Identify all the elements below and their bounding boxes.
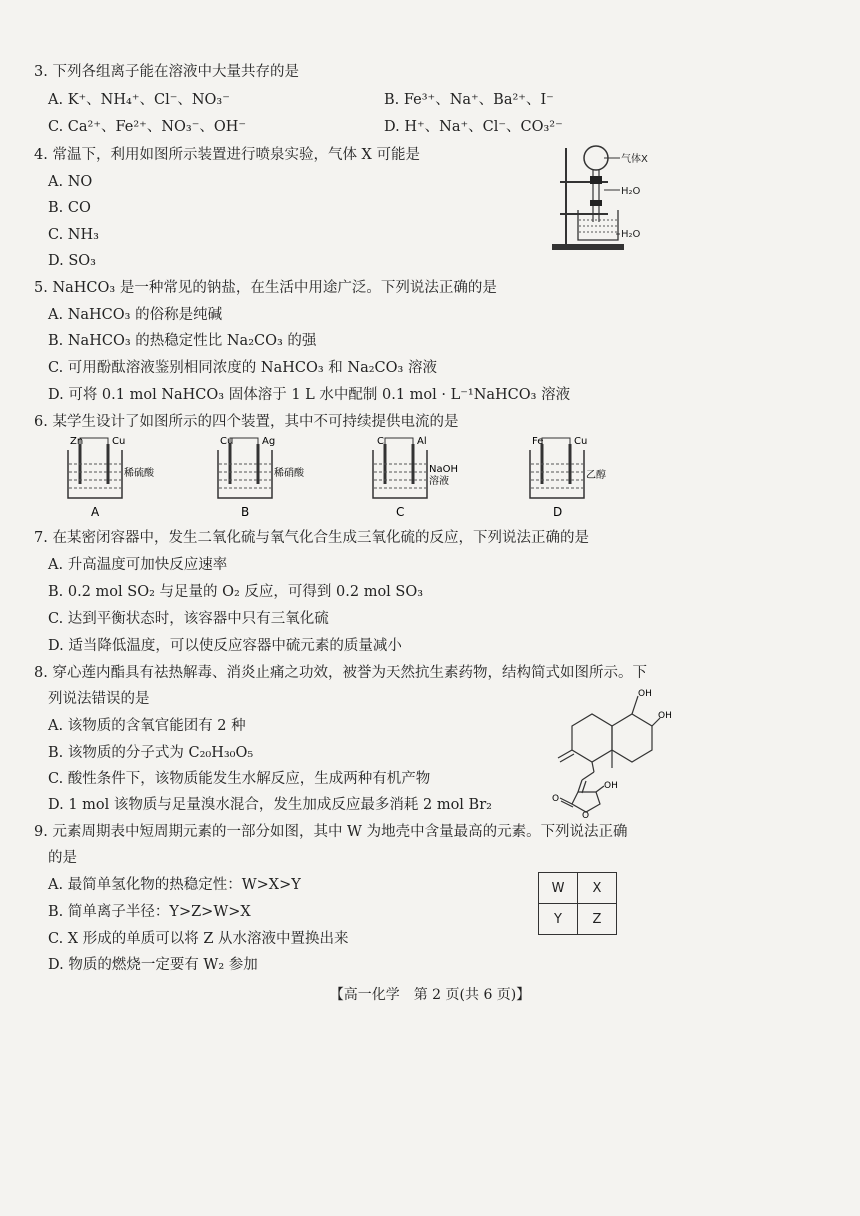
- q7-stem: 7. 在某密闭容器中，发生二氧化硫与氧气化合生成三氧化硫的反应，下列说法正确的是: [34, 530, 589, 546]
- gas-x-label: 气体X: [621, 154, 648, 165]
- cell-a: [68, 436, 155, 519]
- q3-option-c: C. Ca²⁺、Fe²⁺、NO₃⁻、OH⁻: [48, 119, 247, 135]
- q8-option-b: B. 该物质的分子式为 C₂₀H₃₀O₅: [48, 745, 254, 761]
- cell-a-label: A: [91, 505, 100, 519]
- cell-c-solution-line2: 溶液: [429, 476, 449, 487]
- q6-stem: 6. 某学生设计了如图所示的四个装置，其中不可持续提供电流的是: [34, 414, 459, 430]
- carbonyl-o-label: O: [552, 794, 560, 804]
- cell-c-left-electrode: C: [377, 436, 384, 447]
- cell-b: [218, 436, 305, 519]
- cell-c-label: C: [396, 505, 405, 519]
- q3-stem: 3. 下列各组离子能在溶液中大量共存的是: [34, 64, 299, 80]
- q9-stem-line2: 的是: [48, 850, 77, 866]
- cell-d-left-electrode: Fe: [532, 436, 544, 447]
- q7-option-a: A. 升高温度可加快反应速率: [48, 557, 228, 573]
- water-label-dropper: H₂O: [621, 186, 641, 197]
- q9-option-d: D. 物质的燃烧一定要有 W₂ 参加: [48, 957, 258, 973]
- q3-option-b: B. Fe³⁺、Na⁺、Ba²⁺、I⁻: [384, 92, 554, 108]
- cell-d-label: D: [553, 505, 563, 519]
- q3-option-d: D. H⁺、Na⁺、Cl⁻、CO₃²⁻: [384, 119, 563, 135]
- q9-option-c: C. X 形成的单质可以将 Z 从水溶液中置换出来: [48, 931, 349, 947]
- cell-a-left-electrode: Zn: [70, 436, 84, 447]
- q8-stem-line1: 8. 穿心莲内酯具有祛热解毒、消炎止痛之功效，被誉为天然抗生素药物，结构简式如图所示。下: [34, 665, 647, 681]
- element-z: Z: [578, 904, 617, 935]
- galvanic-cells-figure: [60, 436, 660, 528]
- cell-d-solution: 乙醇: [586, 470, 606, 481]
- element-x: X: [578, 873, 617, 904]
- q4-option-a: A. NO: [48, 174, 93, 190]
- q7-option-d: D. 适当降低温度，可以使反应容器中硫元素的质量减小: [48, 638, 402, 654]
- cell-d-right-electrode: Cu: [574, 436, 588, 447]
- q9-option-a: A. 最简单氢化物的热稳定性：W>X>Y: [48, 877, 301, 893]
- q8-stem-line2: 列说法错误的是: [48, 691, 150, 707]
- cell-c-right-electrode: Al: [417, 436, 427, 447]
- cell-a-right-electrode: Cu: [112, 436, 126, 447]
- q4-option-d: D. SO₃: [48, 253, 96, 269]
- q5-option-c: C. 可用酚酞溶液鉴别相同浓度的 NaHCO₃ 和 Na₂CO₃ 溶液: [48, 360, 437, 376]
- element-w: W: [539, 873, 578, 904]
- cell-b-left-electrode: Cu: [220, 436, 234, 447]
- cell-d: [530, 436, 606, 519]
- cell-b-label: B: [241, 505, 250, 519]
- q5-option-b: B. NaHCO₃ 的热稳定性比 Na₂CO₃ 的强: [48, 333, 317, 349]
- q8-option-a: A. 该物质的含氧官能团有 2 种: [48, 718, 246, 734]
- oh-label-1: OH: [638, 689, 652, 699]
- andrographolide-structure-figure: [542, 688, 672, 822]
- q7-option-b: B. 0.2 mol SO₂ 与足量的 O₂ 反应，可得到 0.2 mol SO₃: [48, 584, 424, 600]
- cell-c-solution: NaOH: [429, 464, 458, 475]
- q7-option-c: C. 达到平衡状态时，该容器中只有三氧化硫: [48, 611, 329, 627]
- cell-c: [373, 436, 458, 519]
- ring-o-label: O: [582, 811, 590, 818]
- q9-option-b: B. 简单离子半径：Y>Z>W>X: [48, 904, 251, 920]
- page-footer: 【高一化学 第 2 页(共 6 页)】: [329, 987, 531, 1003]
- q9-stem-line1: 9. 元素周期表中短周期元素的一部分如图，其中 W 为地壳中含量最高的元素。下列说法正确: [34, 824, 628, 840]
- q5-option-a: A. NaHCO₃ 的俗称是纯碱: [48, 307, 223, 323]
- q4-stem: 4. 常温下，利用如图所示装置进行喷泉实验，气体 X 可能是: [34, 147, 420, 163]
- oh-label-2: OH: [658, 711, 672, 721]
- q3-option-a: A. K⁺、NH₄⁺、Cl⁻、NO₃⁻: [48, 92, 230, 108]
- q5-stem: 5. NaHCO₃ 是一种常见的钠盐，在生活中用途广泛。下列说法正确的是: [34, 280, 497, 296]
- q8-option-c: C. 酸性条件下，该物质能发生水解反应，生成两种有机产物: [48, 771, 431, 787]
- cell-b-solution: 稀硝酸: [274, 468, 304, 479]
- cell-b-right-electrode: Ag: [262, 436, 276, 447]
- cell-a-solution: 稀硫酸: [124, 468, 154, 479]
- element-y: Y: [539, 904, 578, 935]
- oh-label-3: OH: [604, 781, 618, 791]
- periodic-table-fragment: [538, 872, 617, 935]
- q4-option-c: C. NH₃: [48, 227, 99, 243]
- q4-option-b: B. CO: [48, 200, 91, 216]
- fountain-apparatus-figure: [548, 142, 678, 258]
- q8-option-d: D. 1 mol 该物质与足量溴水混合，发生加成反应最多消耗 2 mol Br₂: [48, 797, 492, 813]
- q5-option-d: D. 可将 0.1 mol NaHCO₃ 固体溶于 1 L 水中配制 0.1 mol · L⁻¹NaHCO₃ 溶液: [48, 387, 571, 403]
- water-label-beaker: H₂O: [621, 229, 641, 240]
